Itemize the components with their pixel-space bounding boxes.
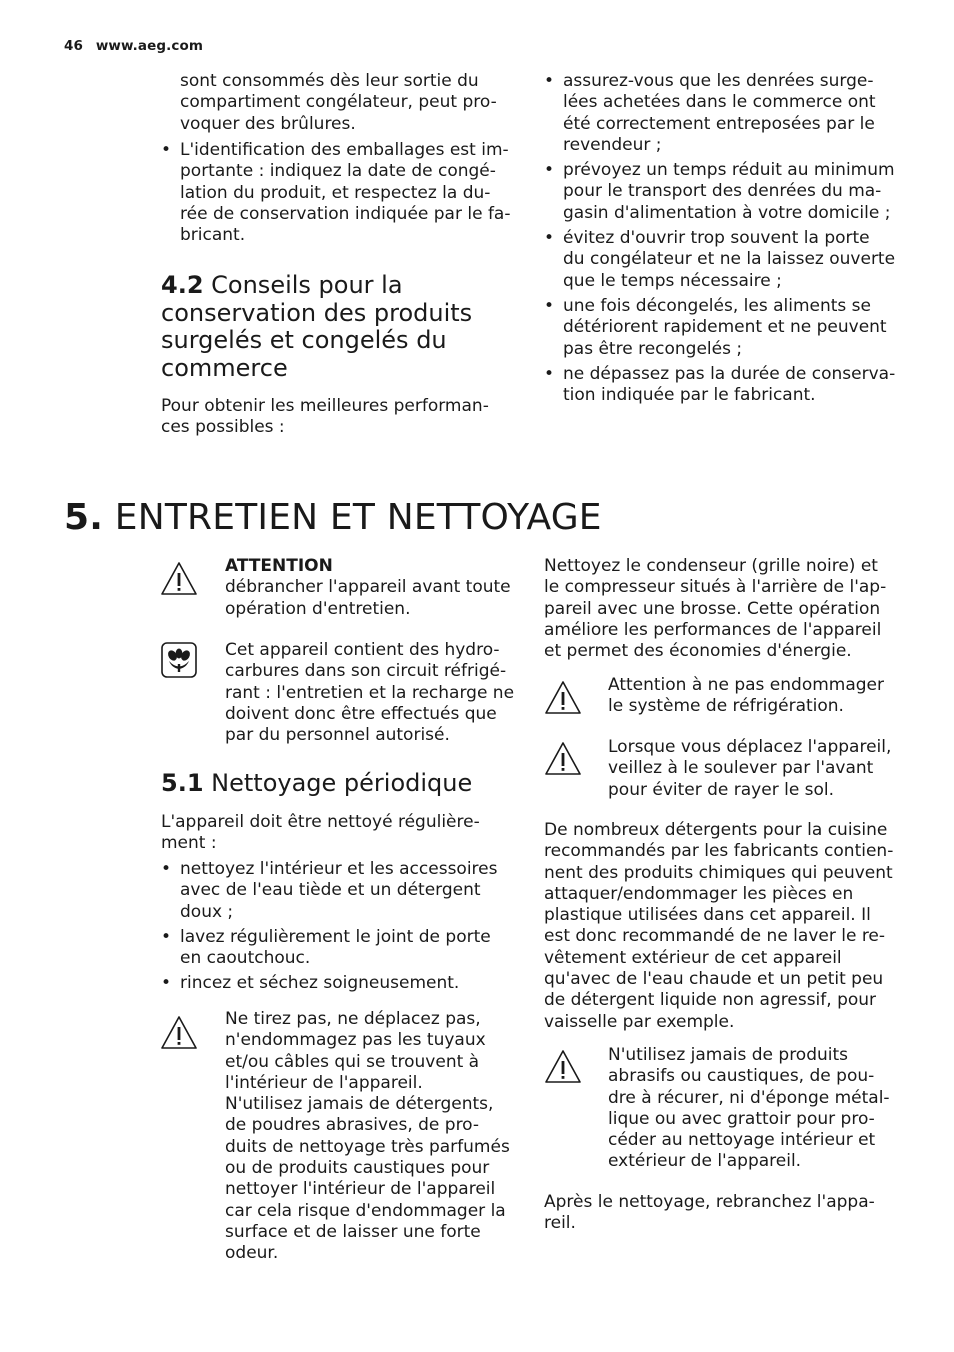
text-line: sont consommés dès leur sortie du xyxy=(180,71,479,91)
section-title: Nettoyage périodique xyxy=(211,769,473,797)
title-line: Conseils pour la xyxy=(211,271,403,299)
text-line: par du personnel autorisé. xyxy=(225,725,450,746)
chapter-name: ENTRETIEN ET NETTOYAGE xyxy=(114,497,602,538)
text-line: odeur. xyxy=(225,1243,279,1264)
condenser-paragraph xyxy=(544,556,909,662)
text-line: Ne tirez pas, ne déplacez pas, xyxy=(225,1009,481,1029)
text-line: lavez régulièrement le joint de porte xyxy=(180,926,491,947)
text-line: attaquer/endommager les pièces en xyxy=(544,883,854,904)
section-4-2-bullets xyxy=(544,71,904,410)
text-line: tion indiquée par le fabricant. xyxy=(563,385,816,406)
page-header xyxy=(64,38,211,54)
text-line: prévoyez un temps réduit au minimum xyxy=(563,160,895,181)
list-item xyxy=(544,160,904,224)
text-line: et permet des économies d'énergie. xyxy=(544,641,852,662)
text-line: surface et de laisser une forte xyxy=(225,1221,481,1242)
warning-triangle-icon xyxy=(543,678,583,718)
text-line: pour éviter de rayer le sol. xyxy=(608,779,835,800)
section-number: 4.2 xyxy=(161,271,204,299)
text-line: reil. xyxy=(544,1213,576,1234)
warning-refrigeration xyxy=(608,675,908,718)
text-line: pour le transport des denrées du ma- xyxy=(563,181,882,202)
text-line: N'utilisez jamais de produits xyxy=(608,1045,849,1065)
text-line: en caoutchouc. xyxy=(180,948,311,969)
text-line: est donc recommandé de ne laver le re- xyxy=(544,926,886,947)
intro-paragraph xyxy=(161,396,521,439)
text-line: ment : xyxy=(161,833,217,854)
warning-text xyxy=(225,1009,525,1265)
section-title xyxy=(161,271,472,382)
text-line: rant : l'entretien et la recharge ne xyxy=(225,682,515,703)
text-line: que le temps nécessaire ; xyxy=(563,270,782,291)
warning-moving xyxy=(608,737,908,801)
environment-note xyxy=(225,640,525,746)
text-line: rincez et séchez soigneusement. xyxy=(180,973,460,994)
header-url: www.aeg.com xyxy=(95,38,203,54)
section-4-2-intro xyxy=(161,396,521,439)
text-line: été correctement entreposées par le xyxy=(563,113,875,134)
text-line: opération d'entretien. xyxy=(225,598,411,619)
section-number: 5.1 xyxy=(161,769,204,797)
warning-triangle-icon xyxy=(543,1047,583,1087)
text-line: lées achetées dans le commerce ont xyxy=(563,92,876,113)
text-line: L'identification des emballages est im- xyxy=(180,140,509,160)
text-line: extérieur de l'appareil. xyxy=(608,1151,802,1172)
text-line: compartiment congélateur, peut pro- xyxy=(180,92,497,113)
text-line: une fois décongelés, les aliments se xyxy=(563,295,871,316)
list-item xyxy=(161,927,521,970)
text-line: Lorsque vous déplacez l'appareil, xyxy=(608,737,892,757)
text-line: et/ou câbles qui se trouvent à xyxy=(225,1051,480,1072)
warning-text xyxy=(608,675,908,718)
text-line: duits de nettoyage très parfumés xyxy=(225,1136,510,1157)
final-paragraph xyxy=(544,1192,909,1235)
text-line: rée de conservation indiquée par le fa- xyxy=(180,203,511,224)
text-line: carbures dans son circuit réfrigé- xyxy=(225,661,507,682)
text-line: qu'avec de l'eau chaude et un petit peu xyxy=(544,969,884,990)
list-item xyxy=(544,364,904,407)
list-item xyxy=(544,71,904,156)
text-line: Cet appareil contient des hydro- xyxy=(225,640,500,660)
text-line: voquer des brûlures. xyxy=(180,113,356,134)
text-line: car cela risque d'endommager la xyxy=(225,1200,506,1221)
intro-text xyxy=(180,71,520,135)
text-line: céder au nettoyage intérieur et xyxy=(608,1130,876,1151)
text-line: de détergent liquide non agressif, pour xyxy=(544,990,877,1011)
text-line: n'endommagez pas les tuyaux xyxy=(225,1030,486,1051)
text-line: le compresseur situés à l'arrière de l'ap- xyxy=(544,577,887,598)
text-line: ne dépassez pas la durée de conserva- xyxy=(563,363,896,384)
environment-text xyxy=(225,640,525,746)
warning-triangle-icon xyxy=(159,559,199,599)
intro-continuation xyxy=(180,71,520,135)
chapter-number: 5. xyxy=(64,497,104,538)
text-line: revendeur ; xyxy=(563,134,662,155)
text-line: portante : indiquez la date de congé- xyxy=(180,161,496,182)
intro-paragraph xyxy=(161,812,521,855)
paragraph-text xyxy=(544,556,909,662)
warning-cleaning xyxy=(225,1009,525,1265)
text-line: du congélateur et ne la laissez ouverte xyxy=(563,249,896,270)
leaf-environment-icon xyxy=(161,642,197,678)
warning-triangle-icon xyxy=(159,1013,199,1053)
text-line: vêtement extérieur de cet appareil xyxy=(544,947,842,968)
text-line: N'utilisez jamais de détergents, xyxy=(225,1094,494,1115)
list-item xyxy=(544,228,904,292)
warning-text xyxy=(608,1045,908,1173)
text-line: doivent donc être effectués que xyxy=(225,703,497,724)
warning-attention xyxy=(225,556,525,620)
text-line: De nombreux détergents pour la cuisine xyxy=(544,820,888,840)
text-line: l'intérieur de l'appareil. xyxy=(225,1072,423,1093)
page-number: 46 xyxy=(64,38,83,54)
warning-triangle-icon xyxy=(543,739,583,779)
title-line: commerce xyxy=(161,353,288,382)
paragraph-text xyxy=(544,820,914,1033)
text-line: assurez-vous que les denrées surge- xyxy=(563,71,874,91)
text-line: le système de réfrigération. xyxy=(608,696,844,717)
text-line: avec de l'eau tiède et un détergent xyxy=(180,880,481,901)
text-line: de poudres abrasives, de pro- xyxy=(225,1115,480,1136)
warning-text xyxy=(225,577,525,620)
text-line: abrasifs ou caustiques, de pou- xyxy=(608,1066,875,1087)
paragraph-text xyxy=(544,1192,909,1235)
text-line: Nettoyez le condenseur (grille noire) et xyxy=(544,556,878,576)
list-item xyxy=(161,859,521,923)
section-5-1-intro xyxy=(161,812,521,855)
text-line: ces possibles : xyxy=(161,417,285,438)
detergent-paragraph xyxy=(544,820,914,1033)
text-line: doux ; xyxy=(180,901,234,922)
text-line: nettoyez l'intérieur et les accessoires xyxy=(180,859,498,879)
intro-bullet-list xyxy=(161,140,521,250)
text-line: vaisselle par exemple. xyxy=(544,1011,735,1032)
text-line: plastique utilisées dans cet appareil. Il xyxy=(544,905,871,926)
title-line: surgelés et congelés du xyxy=(161,326,447,354)
text-line: lique ou avec grattoir pour pro- xyxy=(608,1108,875,1129)
text-line: Pour obtenir les meilleures performan- xyxy=(161,396,489,416)
text-line: dre à récurer, ni d'éponge métal- xyxy=(608,1087,890,1108)
text-line: nettoyer l'intérieur de l'appareil xyxy=(225,1179,496,1200)
text-line: L'appareil doit être nettoyé régulière- xyxy=(161,812,480,832)
list-item xyxy=(161,973,521,994)
text-line: pas être recongelés ; xyxy=(563,338,743,359)
chapter-title xyxy=(64,496,602,540)
text-line: pareil avec une brosse. Cette opération xyxy=(544,598,881,619)
warning-text xyxy=(608,737,908,801)
list-item xyxy=(544,296,904,360)
warning-title: ATTENTION xyxy=(225,556,333,576)
section-5-1-bullets xyxy=(161,859,521,999)
section-4-2-heading xyxy=(161,272,521,382)
list-item xyxy=(161,140,521,246)
text-line: améliore les performances de l'appareil xyxy=(544,619,882,640)
text-line: gasin d'alimentation à votre domicile ; xyxy=(563,202,891,223)
text-line: recommandés par les fabricants contien- xyxy=(544,841,894,862)
text-line: veillez à le soulever par l'avant xyxy=(608,758,874,779)
section-5-1-heading xyxy=(161,770,521,798)
text-line: débrancher l'appareil avant toute xyxy=(225,577,511,598)
text-line: nent des produits chimiques qui peuvent xyxy=(544,862,893,883)
text-line: Attention à ne pas endommager xyxy=(608,675,884,695)
text-line: lation du produit, et respectez la du- xyxy=(180,182,491,203)
warning-abrasives xyxy=(608,1045,908,1173)
text-line: évitez d'ouvrir trop souvent la porte xyxy=(563,228,870,249)
text-line: détériorent rapidement et ne peuvent xyxy=(563,317,887,338)
title-line: conservation des produits xyxy=(161,298,473,327)
text-line: ou de produits caustiques pour xyxy=(225,1158,490,1179)
text-line: bricant. xyxy=(180,225,246,246)
text-line: Après le nettoyage, rebranchez l'appa- xyxy=(544,1192,875,1212)
